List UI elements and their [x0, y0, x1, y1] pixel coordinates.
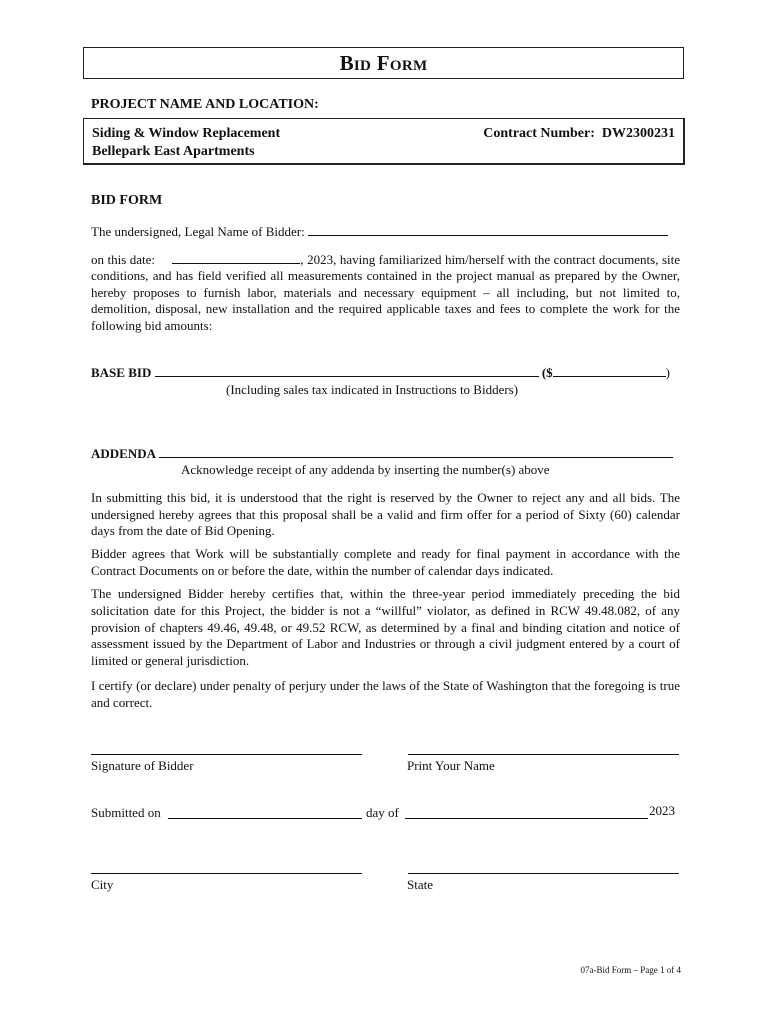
print-name-line[interactable] [408, 754, 679, 755]
day-of-field[interactable] [405, 818, 648, 819]
contract-number [483, 125, 675, 142]
state-label: State [407, 877, 433, 892]
addenda-row [91, 445, 683, 462]
contract-label: Contract Number: [483, 126, 595, 141]
paragraph-certification: The undersigned Bidder hereby certifies that, within the three-year period immediately preceding the bid solicitation date for this Project, the bidder is not a “willful” violator, as defined in RCW 49.48.082, of any provision of chapters 49.46, 49.48, or 49.52 RCW, as determined by a final and binding citation and notice of assessment issued by the Department of Labor and Industries or through a civil judgment entered by a court of limited or general jurisdiction. [91, 586, 680, 669]
base-bid-row [91, 364, 683, 381]
base-bid-note: (Including sales tax indicated in Instructions to Bidders) [226, 382, 519, 397]
paragraph-perjury: I certify (or declare) under penalty of perjury under the laws of the State of Washington that the foregoing is true and correct. [91, 678, 680, 710]
submitted-on-label: Submitted on [91, 805, 161, 820]
project-heading: PROJECT NAME AND LOCATION: [91, 97, 319, 112]
city-label: City [91, 877, 114, 892]
intro-text: , 2023, having familiarized him/herself with the contract documents, site conditions, and has field verified all measurements contained in the project manual as prepared by the Owner, hereby proposes to furnish labor, materials and necessary equipment – all including, but not limited to, demolition, disposal, new installation and the required applicable taxes and fees to complete the work for the following bid amounts: [91, 252, 681, 333]
paragraph-completion: Bidder agrees that Work will be substantially complete and ready for final payment in accordance with the Contract Documents on or before the date, within the number of calendar days indicated. [91, 546, 680, 578]
signature-label: Signature of Bidder [91, 758, 194, 773]
date-prefix: on this date: [91, 252, 155, 267]
intro-paragraph [91, 251, 680, 334]
page-footer: 07a-Bid Form – Page 1 of 4 [580, 965, 681, 975]
bidder-name-label: The undersigned, Legal Name of Bidder: [91, 224, 305, 239]
bidder-name-field[interactable] [308, 223, 668, 236]
page-title: Bid Form [83, 47, 684, 79]
base-bid-close-paren: ) [665, 365, 671, 380]
print-name-label: Print Your Name [407, 758, 495, 773]
base-bid-open-paren: ($ [541, 365, 553, 380]
bidder-name-row [91, 223, 681, 240]
city-line[interactable] [91, 873, 362, 874]
submitted-year: 2023 [649, 803, 675, 818]
signature-line[interactable] [91, 754, 362, 755]
paragraph-reject-bids: In submitting this bid, it is understood that the right is reserved by the Owner to reject any and all bids. The undersigned hereby agrees that this proposal shall be a valid and firm offer for a period of Sixty (60) calendar days from the date of Bid Opening. [91, 490, 680, 539]
project-name: Siding & Window Replacement [92, 126, 281, 141]
project-location: Bellepark East Apartments [92, 144, 255, 159]
addenda-label: ADDENDA [91, 446, 156, 461]
base-bid-amount-words-field[interactable] [155, 364, 539, 377]
submitted-on-field[interactable] [168, 818, 362, 819]
addenda-field[interactable] [159, 445, 673, 458]
base-bid-amount-field[interactable] [553, 364, 666, 377]
day-of-label: day of [366, 805, 399, 820]
project-info-box [83, 118, 685, 165]
state-line[interactable] [408, 873, 679, 874]
bid-date-field[interactable] [172, 251, 300, 264]
addenda-note: Acknowledge receipt of any addenda by inserting the number(s) above [181, 462, 550, 477]
contract-number-value: DW2300231 [601, 126, 675, 141]
base-bid-label: BASE BID [91, 365, 152, 380]
section-heading: BID FORM [91, 193, 163, 208]
